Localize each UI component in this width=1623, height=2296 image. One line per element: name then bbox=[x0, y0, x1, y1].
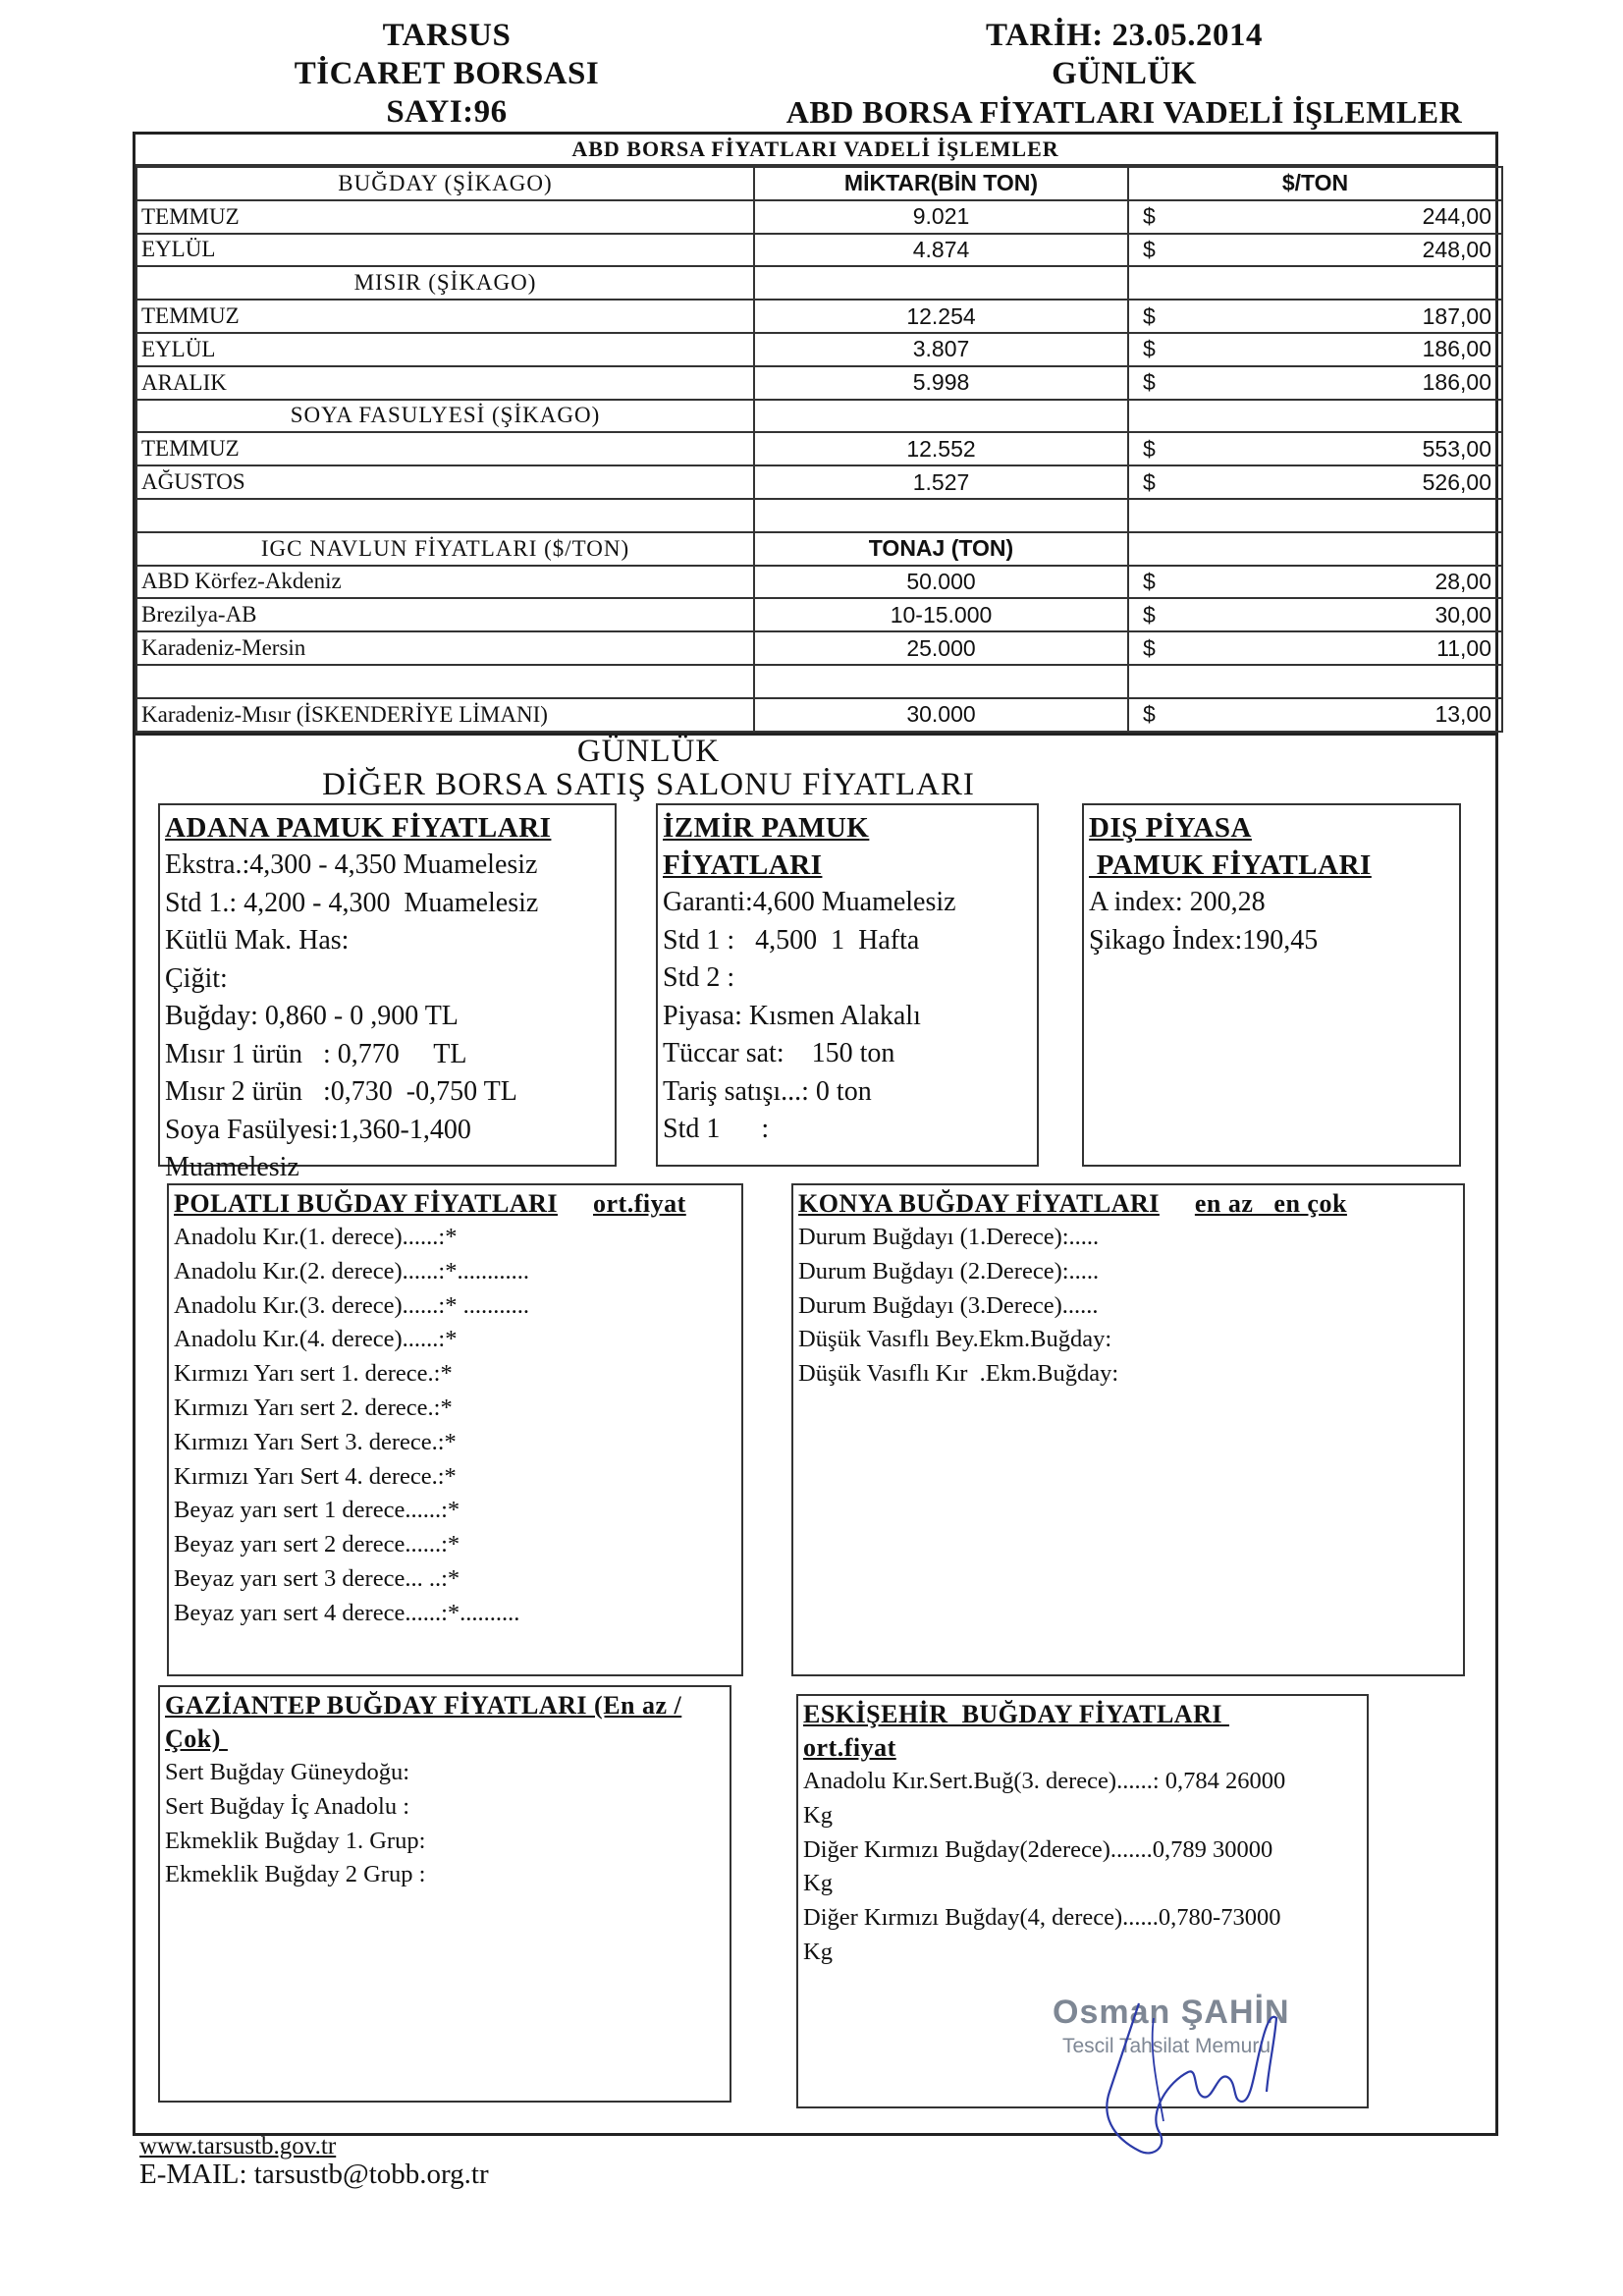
currency-symbol: $ bbox=[1143, 601, 1156, 628]
header-left bbox=[236, 17, 658, 132]
row-quantity: 12.254 bbox=[754, 300, 1128, 333]
futures-row bbox=[136, 698, 1502, 732]
header-right bbox=[746, 17, 1502, 132]
row-quantity: 12.552 bbox=[754, 432, 1128, 465]
signature-title: Tescil Tahsilat Memuru bbox=[1062, 2035, 1271, 2057]
gaziantep-wheat-box bbox=[158, 1685, 731, 2103]
adana-title: ADANA PAMUK FİYATLARI bbox=[165, 812, 552, 844]
eskisehir-line: Kg bbox=[803, 1870, 833, 1897]
adana-line: Soya Fasülyesi:1,360-1,400 bbox=[165, 1114, 471, 1145]
row-label: ABD Körfez-Akdeniz bbox=[136, 566, 754, 599]
polatli-line: Kırmızı Yarı sert 2. derece.:* bbox=[174, 1394, 453, 1421]
gaziantep-line: Ekmeklik Buğday 2 Grup : bbox=[165, 1861, 426, 1888]
adana-line: Muamelesiz bbox=[165, 1152, 299, 1182]
daily-title bbox=[133, 735, 1164, 801]
polatli-line: Anadolu Kır.(4. derece)......:* bbox=[174, 1326, 458, 1353]
row-quantity: 30.000 bbox=[754, 698, 1128, 732]
row-price bbox=[1128, 333, 1502, 366]
row-label: TEMMUZ bbox=[136, 200, 754, 234]
futures-row bbox=[136, 234, 1502, 267]
konya-line: Durum Buğdayı (2.Derece):..... bbox=[798, 1257, 1100, 1285]
tonnage-header: TONAJ (TON) bbox=[754, 532, 1128, 566]
foreign-title-2: PAMUK FİYATLARI bbox=[1089, 849, 1372, 881]
empty-cell bbox=[1128, 532, 1502, 566]
price-value: 30,00 bbox=[1434, 601, 1491, 628]
foreign-market-line: Şikago İndex:190,45 bbox=[1089, 924, 1319, 956]
header-date: TARİH: 23.05.2014 bbox=[986, 18, 1263, 53]
row-price bbox=[1128, 465, 1502, 499]
currency-symbol: $ bbox=[1143, 302, 1156, 329]
konya-title: KONYA BUĞDAY FİYATLARI bbox=[798, 1189, 1160, 1218]
row-price bbox=[1128, 631, 1502, 665]
row-price bbox=[1128, 698, 1502, 732]
currency-symbol: $ bbox=[1143, 203, 1156, 230]
adana-line: Çiğit: bbox=[165, 962, 228, 994]
header-daily: GÜNLÜK bbox=[1052, 56, 1197, 91]
row-label: AĞUSTOS bbox=[136, 465, 754, 499]
izmir-line: Tüccar sat: 150 ton bbox=[663, 1038, 895, 1068]
currency-symbol: $ bbox=[1143, 568, 1156, 594]
empty-cell bbox=[1128, 266, 1502, 300]
section-label: SOYA FASULYESİ (ŞİKAGO) bbox=[136, 400, 754, 433]
empty-cell bbox=[136, 665, 754, 698]
izmir-line: Std 2 : bbox=[663, 962, 735, 993]
col-quantity: MİKTAR(BİN TON) bbox=[754, 167, 1128, 200]
row-quantity: 5.998 bbox=[754, 366, 1128, 400]
izmir-cotton-box bbox=[656, 803, 1039, 1167]
futures-row bbox=[136, 333, 1502, 366]
row-label: ARALIK bbox=[136, 366, 754, 400]
polatli-line: Beyaz yarı sert 1 derece......:* bbox=[174, 1497, 460, 1524]
futures-section-row bbox=[136, 266, 1502, 300]
row-price bbox=[1128, 566, 1502, 599]
row-price bbox=[1128, 366, 1502, 400]
konya-wheat-box bbox=[791, 1183, 1465, 1676]
row-label: TEMMUZ bbox=[136, 300, 754, 333]
izmir-title-1: İZMİR PAMUK bbox=[663, 812, 870, 844]
izmir-line: Std 1 : 4,500 1 Hafta bbox=[663, 924, 920, 956]
polatli-wheat-box bbox=[167, 1183, 743, 1676]
currency-symbol: $ bbox=[1143, 701, 1156, 728]
futures-row bbox=[136, 631, 1502, 665]
price-value: 28,00 bbox=[1434, 568, 1491, 594]
currency-symbol: $ bbox=[1143, 236, 1156, 262]
header-subject: ABD BORSA FİYATLARI VADELİ İŞLEMLER bbox=[785, 94, 1463, 130]
foreign-market-line: A index: 200,28 bbox=[1089, 887, 1266, 917]
polatli-title: POLATLI BUĞDAY FİYATLARI bbox=[174, 1189, 559, 1218]
konya-min-max-label: en az en çok bbox=[1194, 1189, 1347, 1218]
row-quantity: 3.807 bbox=[754, 333, 1128, 366]
row-price bbox=[1128, 598, 1502, 631]
empty-cell bbox=[1128, 665, 1502, 698]
row-price bbox=[1128, 234, 1502, 267]
polatli-line: Beyaz yarı sert 2 derece......:* bbox=[174, 1531, 460, 1558]
currency-symbol: $ bbox=[1143, 634, 1156, 661]
adana-line: Mısır 1 ürün : 0,770 TL bbox=[165, 1038, 467, 1069]
price-value: 186,00 bbox=[1422, 369, 1491, 396]
polatli-line: Anadolu Kır.(2. derece)......:*............ bbox=[174, 1257, 529, 1285]
konya-title-row bbox=[798, 1187, 1463, 1221]
izmir-line: Garanti:4,600 Muamelesiz bbox=[663, 887, 956, 917]
empty-cell bbox=[754, 665, 1128, 698]
polatli-line: Anadolu Kır.(1. derece)......:* bbox=[174, 1224, 458, 1250]
price-value: 526,00 bbox=[1422, 468, 1491, 495]
polatli-avg-price-label: ort.fiyat bbox=[593, 1189, 686, 1218]
konya-line: Durum Buğdayı (1.Derece):..... bbox=[798, 1224, 1100, 1250]
row-quantity: 4.874 bbox=[754, 234, 1128, 267]
row-label: EYLÜL bbox=[136, 234, 754, 267]
eskisehir-line: Diğer Kırmızı Buğday(2derece).......0,789 30000 bbox=[803, 1835, 1273, 1863]
eskisehir-title-1: ESKİŞEHİR BUĞDAY FİYATLARI bbox=[803, 1700, 1229, 1728]
futures-row bbox=[136, 366, 1502, 400]
adana-line: Kütlü Mak. Has: bbox=[165, 925, 350, 956]
freight-title: IGC NAVLUN FİYATLARI ($/TON) bbox=[136, 532, 754, 566]
futures-table-frame bbox=[133, 132, 1498, 736]
gaziantep-title-1: GAZİANTEP BUĞDAY FİYATLARI (En az / bbox=[165, 1691, 682, 1720]
row-price bbox=[1128, 300, 1502, 333]
futures-blank-row bbox=[136, 499, 1502, 532]
signature-name: Osman ŞAHİN bbox=[1053, 1994, 1290, 2031]
polatli-line: Kırmızı Yarı sert 1. derece.:* bbox=[174, 1360, 453, 1388]
eskisehir-line: Kg bbox=[803, 1801, 833, 1829]
row-label: Karadeniz-Mersin bbox=[136, 631, 754, 665]
futures-section-row bbox=[136, 400, 1502, 433]
eskisehir-title-2: ort.fiyat bbox=[803, 1733, 896, 1762]
price-value: 11,00 bbox=[1436, 634, 1491, 661]
empty-cell bbox=[754, 499, 1128, 532]
gaziantep-title-2: Çok) bbox=[165, 1724, 228, 1753]
row-quantity: 50.000 bbox=[754, 566, 1128, 599]
row-label: Karadeniz-Mısır (İSKENDERİYE LİMANI) bbox=[136, 698, 754, 732]
konya-line: Düşük Vasıflı Bey.Ekm.Buğday: bbox=[798, 1326, 1112, 1353]
adana-line: Buğday: 0,860 - 0 ,900 TL bbox=[165, 1001, 459, 1031]
eskisehir-line: Kg bbox=[803, 1938, 833, 1965]
header-exchange: TİCARET BORSASI bbox=[294, 56, 600, 91]
header-issue: SAYI:96 bbox=[386, 94, 508, 130]
polatli-title-row bbox=[174, 1187, 741, 1221]
price-value: 13,00 bbox=[1434, 701, 1491, 728]
footer-website[interactable]: www.tarsustb.gov.tr bbox=[139, 2133, 337, 2159]
futures-header-row bbox=[136, 167, 1502, 200]
polatli-line: Beyaz yarı sert 3 derece... ..:* bbox=[174, 1564, 460, 1592]
empty-cell bbox=[754, 266, 1128, 300]
price-value: 248,00 bbox=[1422, 236, 1491, 262]
futures-table bbox=[135, 166, 1503, 733]
row-price bbox=[1128, 432, 1502, 465]
section-label: MISIR (ŞİKAGO) bbox=[136, 266, 754, 300]
gaziantep-line: Ekmeklik Buğday 1. Grup: bbox=[165, 1827, 426, 1854]
futures-row bbox=[136, 300, 1502, 333]
gaziantep-line: Sert Buğday İç Anadolu : bbox=[165, 1792, 410, 1820]
empty-cell bbox=[1128, 400, 1502, 433]
empty-cell bbox=[136, 499, 754, 532]
price-value: 187,00 bbox=[1422, 302, 1491, 329]
gaziantep-line: Sert Buğday Güneydoğu: bbox=[165, 1759, 410, 1785]
row-quantity: 25.000 bbox=[754, 631, 1128, 665]
currency-symbol: $ bbox=[1143, 336, 1156, 362]
row-price bbox=[1128, 200, 1502, 234]
row-label: TEMMUZ bbox=[136, 432, 754, 465]
currency-symbol: $ bbox=[1143, 468, 1156, 495]
col-price: $/TON bbox=[1128, 167, 1502, 200]
izmir-line: Piyasa: Kısmen Alakalı bbox=[663, 1000, 921, 1031]
col-wheat: BUĞDAY (ŞİKAGO) bbox=[136, 167, 754, 200]
izmir-line: Tariş satışı...: 0 ton bbox=[663, 1075, 872, 1107]
futures-blank-row bbox=[136, 665, 1502, 698]
currency-symbol: $ bbox=[1143, 435, 1156, 462]
futures-row bbox=[136, 200, 1502, 234]
row-quantity: 1.527 bbox=[754, 465, 1128, 499]
futures-row bbox=[136, 432, 1502, 465]
polatli-line: Kırmızı Yarı Sert 4. derece.:* bbox=[174, 1462, 457, 1490]
foreign-market-box bbox=[1082, 803, 1461, 1167]
eskisehir-line: Diğer Kırmızı Buğday(4, derece)......0,780-73000 bbox=[803, 1904, 1281, 1932]
adana-line: Ekstra.:4,300 - 4,350 Muamelesiz bbox=[165, 849, 538, 880]
header-city: TARSUS bbox=[382, 18, 512, 53]
polatli-line: Anadolu Kır.(3. derece)......:* ........... bbox=[174, 1291, 529, 1319]
row-quantity: 9.021 bbox=[754, 200, 1128, 234]
izmir-line: Std 1 : bbox=[663, 1114, 770, 1144]
konya-line: Durum Buğdayı (3.Derece)...... bbox=[798, 1291, 1099, 1319]
row-quantity: 10-15.000 bbox=[754, 598, 1128, 631]
row-label: Brezilya-AB bbox=[136, 598, 754, 631]
futures-row bbox=[136, 566, 1502, 599]
konya-line: Düşük Vasıflı Kır .Ekm.Buğday: bbox=[798, 1360, 1119, 1388]
empty-cell bbox=[1128, 499, 1502, 532]
other-exchange-title: DİĞER BORSA SATIŞ SALONU FİYATLARI bbox=[322, 767, 975, 802]
freight-header-row bbox=[136, 532, 1502, 566]
polatli-line: Kırmızı Yarı Sert 3. derece.:* bbox=[174, 1428, 457, 1455]
adana-cotton-box bbox=[158, 803, 617, 1182]
signature-scribble-icon bbox=[1060, 1974, 1306, 2170]
futures-row bbox=[136, 465, 1502, 499]
price-value: 553,00 bbox=[1422, 435, 1491, 462]
eskisehir-line: Anadolu Kır.Sert.Buğ(3. derece)......: 0,784 26000 bbox=[803, 1768, 1286, 1794]
foreign-title-1: DIŞ PİYASA bbox=[1089, 812, 1252, 844]
futures-row bbox=[136, 598, 1502, 631]
price-value: 244,00 bbox=[1422, 203, 1491, 230]
footer-email: E-MAIL: tarsustb@tobb.org.tr bbox=[139, 2159, 489, 2190]
futures-caption: ABD BORSA FİYATLARI VADELİ İŞLEMLER bbox=[135, 135, 1495, 166]
adana-line: Std 1.: 4,200 - 4,300 Muamelesiz bbox=[165, 887, 539, 918]
polatli-line: Beyaz yarı sert 4 derece......:*.......... bbox=[174, 1599, 520, 1626]
currency-symbol: $ bbox=[1143, 369, 1156, 396]
row-label: EYLÜL bbox=[136, 333, 754, 366]
empty-cell bbox=[754, 400, 1128, 433]
daily-label: GÜNLÜK bbox=[576, 734, 721, 769]
izmir-title-2: FİYATLARI bbox=[663, 849, 823, 881]
price-value: 186,00 bbox=[1422, 336, 1491, 362]
adana-line: Mısır 2 ürün :0,730 -0,750 TL bbox=[165, 1076, 517, 1107]
